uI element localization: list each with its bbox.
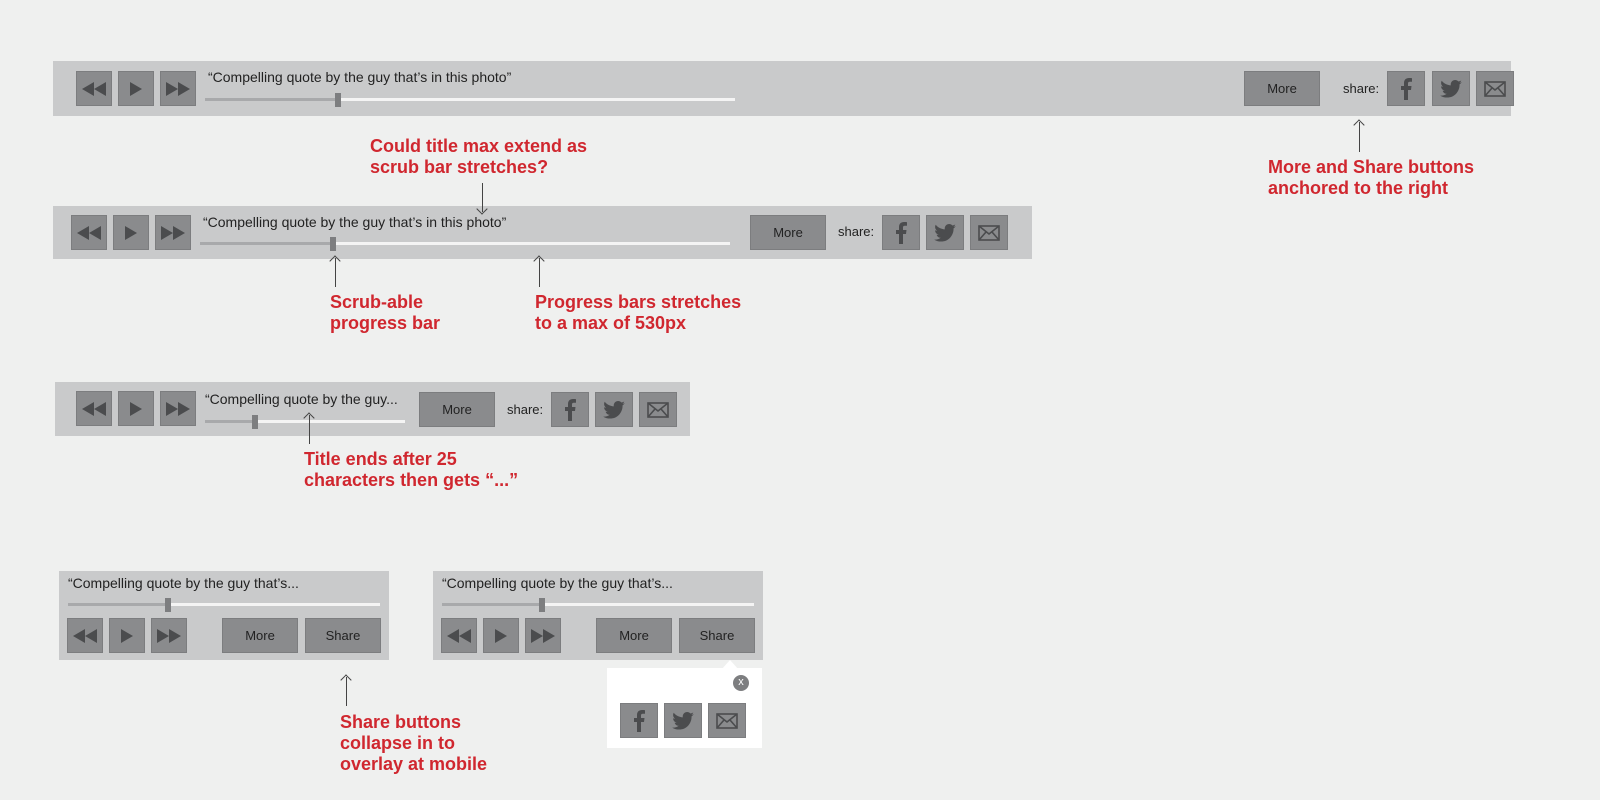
rewind-button[interactable] [67, 618, 103, 653]
play-icon [121, 629, 133, 643]
rewind-button[interactable] [71, 215, 107, 250]
fast-forward-button[interactable] [151, 618, 187, 653]
arrow-stretches [539, 258, 540, 287]
arrow-title-extend [482, 183, 483, 212]
play-icon [130, 402, 142, 416]
progress-fill [200, 242, 333, 245]
fast-forward-icon [531, 629, 555, 643]
player-wide [53, 61, 1511, 116]
twitter-button[interactable] [664, 703, 702, 738]
share-label: share: [1343, 81, 1380, 96]
twitter-button[interactable] [595, 392, 633, 427]
twitter-icon [603, 401, 625, 419]
scrub-handle[interactable] [539, 598, 545, 612]
annotation-anchored-right: More and Share buttons anchored to the right [1268, 157, 1475, 198]
annotation-share-collapse: Share buttons collapse in to overlay at mobile [340, 712, 488, 774]
facebook-button[interactable] [551, 392, 589, 427]
rewind-button[interactable] [441, 618, 477, 653]
close-icon[interactable]: x [733, 675, 749, 691]
email-button[interactable] [639, 392, 677, 427]
rewind-icon [82, 82, 106, 96]
arrow-share-collapse [346, 677, 347, 706]
rewind-button[interactable] [76, 391, 112, 426]
progress-fill [442, 603, 542, 606]
play-icon [130, 82, 142, 96]
rewind-icon [82, 402, 106, 416]
more-button[interactable]: More [596, 618, 672, 653]
arrow-anchored-right [1359, 122, 1360, 152]
share-button[interactable]: Share [679, 618, 755, 653]
progress-bar[interactable] [68, 603, 380, 606]
player-medium [53, 206, 1032, 259]
progress-bar[interactable] [442, 603, 754, 606]
facebook-button[interactable] [620, 703, 658, 738]
progress-fill [205, 420, 255, 423]
facebook-icon [1400, 78, 1412, 100]
annotation-scrubable: Scrub-able progress bar [330, 292, 441, 333]
more-button[interactable]: More [222, 618, 298, 653]
arrow-title-ends [309, 415, 310, 444]
fast-forward-icon [166, 402, 190, 416]
email-button[interactable] [708, 703, 746, 738]
track-title: “Compelling quote by the guy that’s... [68, 575, 299, 591]
fast-forward-button[interactable] [155, 215, 191, 250]
track-title: “Compelling quote by the guy... [205, 391, 398, 407]
rewind-icon [77, 226, 101, 240]
scrub-handle[interactable] [330, 237, 336, 251]
progress-fill [205, 98, 338, 101]
fast-forward-icon [166, 82, 190, 96]
twitter-button[interactable] [1432, 71, 1470, 106]
twitter-button[interactable] [926, 215, 964, 250]
player-mobile [59, 571, 389, 660]
rewind-icon [447, 629, 471, 643]
play-icon [495, 629, 507, 643]
share-button[interactable]: Share [305, 618, 381, 653]
twitter-icon [934, 224, 956, 242]
email-icon [1484, 81, 1506, 97]
arrow-scrubable [335, 258, 336, 287]
email-button[interactable] [1476, 71, 1514, 106]
email-icon [978, 225, 1000, 241]
fast-forward-button[interactable] [160, 71, 196, 106]
annotation-title-extend: Could title max extend as scrub bar stretches? [370, 136, 588, 177]
play-button[interactable] [118, 391, 154, 426]
more-button[interactable]: More [419, 392, 495, 427]
email-button[interactable] [970, 215, 1008, 250]
annotation-stretches: Progress bars stretches to a max of 530px [535, 292, 742, 333]
annotation-title-ends: Title ends after 25 characters then gets “...” [304, 449, 519, 490]
fast-forward-icon [161, 226, 185, 240]
play-button[interactable] [113, 215, 149, 250]
rewind-button[interactable] [76, 71, 112, 106]
email-icon [647, 402, 669, 418]
play-button[interactable] [109, 618, 145, 653]
player-narrow [55, 382, 690, 436]
track-title: “Compelling quote by the guy that’s in this photo” [203, 214, 507, 230]
facebook-icon [564, 399, 576, 421]
fast-forward-icon [157, 629, 181, 643]
scrub-handle[interactable] [335, 93, 341, 107]
twitter-icon [1440, 80, 1462, 98]
fast-forward-button[interactable] [160, 391, 196, 426]
share-label: share: [507, 402, 544, 417]
scrub-handle[interactable] [252, 415, 258, 429]
rewind-icon [73, 629, 97, 643]
play-icon [125, 226, 137, 240]
facebook-button[interactable] [882, 215, 920, 250]
fast-forward-button[interactable] [525, 618, 561, 653]
twitter-icon [672, 712, 694, 730]
email-icon [716, 713, 738, 729]
track-title: “Compelling quote by the guy that’s in this photo” [208, 69, 512, 85]
progress-bar[interactable] [200, 242, 730, 245]
more-button[interactable]: More [750, 215, 826, 250]
track-title: “Compelling quote by the guy that’s... [442, 575, 673, 591]
facebook-button[interactable] [1387, 71, 1425, 106]
more-button[interactable]: More [1244, 71, 1320, 106]
share-label: share: [838, 224, 875, 239]
scrub-handle[interactable] [165, 598, 171, 612]
play-button[interactable] [483, 618, 519, 653]
play-button[interactable] [118, 71, 154, 106]
facebook-icon [895, 222, 907, 244]
progress-fill [68, 603, 168, 606]
facebook-icon [633, 710, 645, 732]
share-overlay [607, 668, 762, 748]
progress-bar[interactable] [205, 98, 735, 101]
player-mobile-share-open [433, 571, 763, 660]
